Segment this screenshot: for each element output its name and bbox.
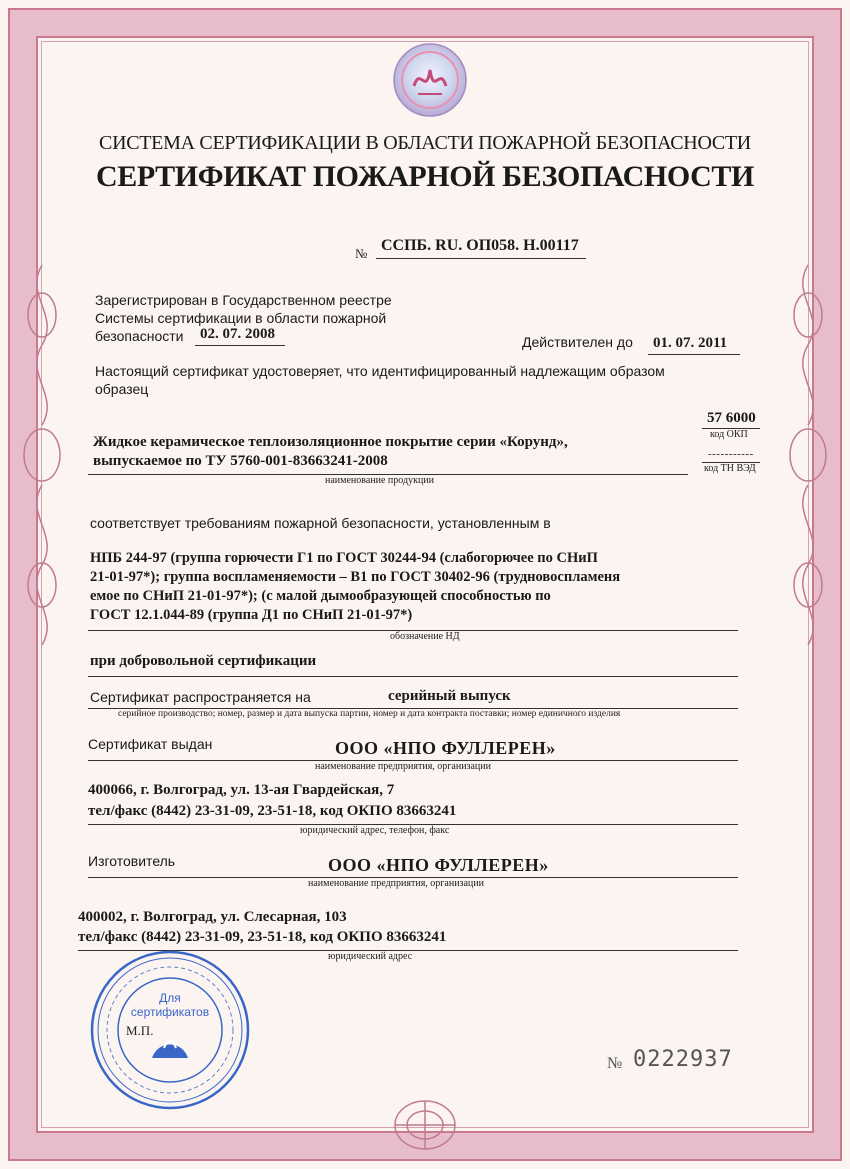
valid-until-underline — [648, 354, 740, 355]
registration-date: 02. 07. 2008 — [200, 326, 275, 342]
registration-line1: Зарегистрирован в Государственном реестре — [95, 292, 392, 308]
okp-code: 57 6000 — [707, 410, 756, 426]
issued-org-caption: наименование предприятия, организации — [315, 761, 491, 772]
stamp-mp-label: М.П. — [126, 1023, 154, 1038]
stamp-center-line2: сертификатов — [130, 1005, 210, 1019]
left-ornament — [14, 255, 70, 655]
nd-line1: НПБ 244-97 (группа горючести Г1 по ГОСТ 30244-94 (слабогорючее по СНиП — [90, 550, 598, 566]
scope-label: Сертификат распространяется на — [90, 689, 311, 705]
issued-address-line1: 400066, г. Волгоград, ул. 13-ая Гвардейская, 7 — [88, 782, 395, 798]
issued-label: Сертификат выдан — [88, 736, 213, 752]
okp-label: код ОКП — [710, 429, 748, 440]
official-stamp — [88, 948, 252, 1112]
form-number: 0222937 — [633, 1047, 733, 1072]
manufacturer-label: Изготовитель — [88, 853, 176, 869]
stamp-center-line1: Для — [159, 991, 181, 1005]
valid-until-label: Действителен до — [522, 334, 633, 350]
manufacturer-address-caption: юридический адрес — [328, 951, 413, 962]
manufacturer-org-caption: наименование предприятия, организации — [308, 878, 484, 889]
stamp-ring-icon — [88, 948, 252, 1112]
tnved-code: ----------- — [708, 448, 754, 460]
nd-line3: емое по СНиП 21-01-97*); (с малой дымообразующей способностью по — [90, 588, 551, 604]
manufacturer-address-line2: тел/факс (8442) 23-31-09, 23-51-18, код ОКПО 83663241 — [78, 929, 447, 945]
certificate-number: ССПБ. RU. ОП058. Н.00117 — [381, 237, 579, 254]
statement-line2: образец — [95, 381, 149, 397]
registration-date-underline — [195, 345, 285, 346]
manufacturer-org: ООО «НПО ФУЛЛЕРЕН» — [328, 855, 549, 875]
system-title: СИСТЕМА СЕРТИФИКАЦИИ В ОБЛАСТИ ПОЖАРНОЙ БЕЗОПАСНОСТИ — [99, 132, 751, 154]
voluntary-certification: при добровольной сертификации — [90, 653, 317, 669]
statement-line1: Настоящий сертификат удостоверяет, что идентифицированный надлежащим образом — [95, 363, 665, 379]
number-underline — [376, 258, 586, 259]
right-ornament — [780, 255, 836, 655]
number-prefix: № — [355, 246, 368, 261]
issued-address-caption: юридический адрес, телефон, факс — [300, 825, 450, 836]
hologram-emblem — [390, 40, 470, 120]
product-line1: Жидкое керамическое теплоизоляционное покрытие серии «Корунд», — [93, 434, 568, 450]
form-number-prefix: № — [607, 1055, 623, 1072]
scope-caption: серийное производство; номер, размер и дата выпуска партии, номер и дата контракта поставки; номер единичного изделия — [118, 709, 621, 719]
compliance-text: соответствует требованиям пожарной безопасности, установленным в — [90, 515, 551, 531]
scope-value: серийный выпуск — [388, 688, 511, 704]
nd-line4: ГОСТ 12.1.044-89 (группа Д1 по СНиП 21-01-97*) — [90, 607, 413, 623]
registration-line3: безопасности — [95, 328, 184, 344]
registration-line2: Системы сертификации в области пожарной — [95, 310, 387, 326]
nd-caption: обозначение НД — [390, 631, 460, 642]
manufacturer-address-line1: 400002, г. Волгоград, ул. Слесарная, 103 — [78, 909, 347, 925]
tnved-label: код ТН ВЭД — [704, 463, 756, 474]
valid-until-date: 01. 07. 2011 — [653, 335, 728, 351]
voluntary-underline — [88, 676, 738, 677]
nd-line2: 21-01-97*); группа воспламеняемости – В1 по ГОСТ 30402-96 (трудновоспламеня — [90, 569, 621, 585]
product-caption: наименование продукции — [325, 475, 434, 486]
bottom-ornament — [385, 1085, 465, 1155]
issued-address-line2: тел/факс (8442) 23-31-09, 23-51-18, код ОКПО 83663241 — [88, 803, 457, 819]
issued-org: ООО «НПО ФУЛЛЕРЕН» — [335, 738, 556, 758]
product-line2: выпускаемое по ТУ 5760-001-83663241-2008 — [93, 453, 388, 469]
main-title: СЕРТИФИКАТ ПОЖАРНОЙ БЕЗОПАСНОСТИ — [96, 160, 754, 193]
